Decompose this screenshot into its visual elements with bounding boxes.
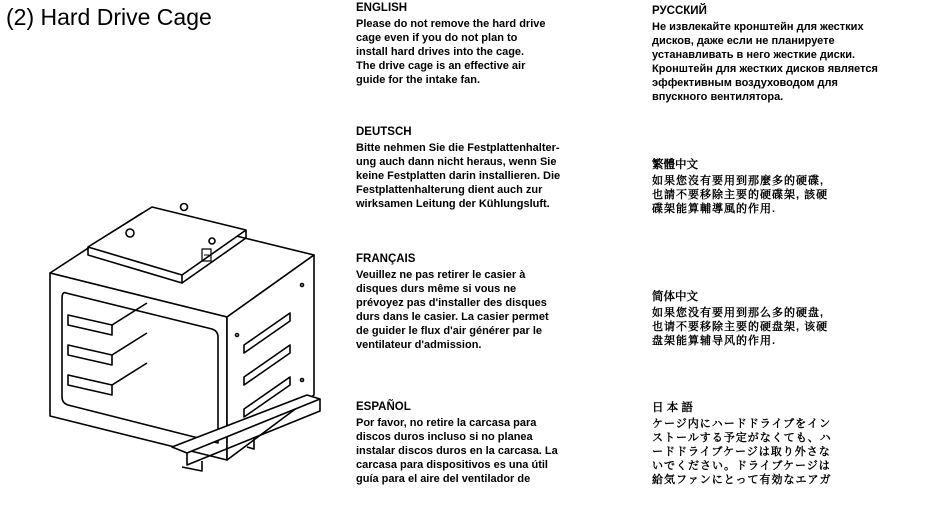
- section-line: The drive cage is an effective air: [356, 60, 526, 72]
- section-heading: ESPAÑOL: [356, 401, 411, 413]
- section-heading: 繁體中文: [652, 159, 698, 171]
- page-title: (2) Hard Drive Cage: [6, 4, 212, 30]
- section-simplified-chinese: [652, 290, 942, 348]
- section-line: guide for the intake fan.: [356, 74, 481, 86]
- section-line: durs dans le casier. La casier permet: [356, 311, 549, 323]
- section-line: 也请不要移除主要的硬盘架, 该硬: [652, 321, 829, 333]
- section-line: 給気ファンにとって有効なエアガ: [652, 474, 832, 486]
- section-line: disques durs même si vous ne: [356, 283, 517, 295]
- section-espanol: [356, 400, 626, 486]
- section-japanese: [652, 401, 942, 487]
- section-line: Кронштейн для жестких дисков является: [652, 63, 878, 75]
- section-line: ケージ内にハードドライブをイン: [652, 418, 832, 430]
- section-heading: ENGLISH: [356, 2, 408, 14]
- section-line: дисков, даже если не планируете: [652, 35, 835, 47]
- section-heading: РУССКИЙ: [652, 5, 707, 17]
- section-line: いでください。ドライブケージは: [652, 460, 831, 472]
- section-line: 盘架能算辅导风的作用.: [652, 335, 777, 347]
- section-line: ードドライブケージは取り外さな: [652, 446, 831, 458]
- section-heading: 简体中文: [652, 291, 698, 303]
- section-line: Bitte nehmen Sie die Festplattenhalter-: [356, 142, 560, 154]
- section-line: install hard drives into the cage.: [356, 46, 525, 58]
- section-line: Veuillez ne pas retirer le casier à: [356, 269, 526, 281]
- section-line: de guider le flux d'air générer par le: [356, 325, 543, 337]
- section-line: guía para el aire del ventilador de: [356, 473, 531, 485]
- section-line: keine Festplatten darin installieren. Die: [356, 170, 561, 182]
- section-english: [356, 1, 626, 87]
- section-line: wirksamen Leitung der Kühlungsluft.: [356, 198, 550, 210]
- section-heading: DEUTSCH: [356, 126, 412, 138]
- section-line: 如果您没有要用到那么多的硬盘,: [652, 307, 825, 319]
- section-line: Please do not remove the hard drive: [356, 18, 546, 30]
- section-line: эффективным воздуховодом для: [652, 77, 838, 89]
- section-line: ventilateur d'admission.: [356, 339, 482, 351]
- section-line: instalar discos duros en la carcasa. La: [356, 445, 558, 457]
- section-line: Не извлекайте кронштейн для жестких: [652, 21, 864, 33]
- section-line: carcasa para dispositivos es una útil: [356, 459, 548, 471]
- section-line: Festplattenhalterung dient auch zur: [356, 184, 543, 196]
- section-line: discos duros incluso si no planea: [356, 431, 533, 443]
- section-line: 如果您沒有要用到那麼多的硬碟,: [652, 175, 825, 187]
- section-line: устанавливать в него жесткие диски.: [652, 49, 856, 61]
- section-line: впускного вентилятора.: [652, 91, 784, 103]
- section-line: Por favor, no retire la carcasa para: [356, 417, 537, 429]
- section-heading: FRANÇAIS: [356, 253, 416, 265]
- section-heading: 日 本 語: [652, 402, 693, 414]
- section-traditional-chinese: [652, 158, 942, 216]
- section-line: cage even if you do not plan to: [356, 32, 518, 44]
- section-francais: [356, 252, 626, 352]
- section-deutsch: [356, 125, 626, 211]
- hard-drive-cage-illustration: [22, 185, 322, 475]
- section-line: 也請不要移除主要的硬碟架, 該硬: [652, 189, 829, 201]
- section-line: 碟架能算輔導風的作用.: [652, 203, 777, 215]
- section-line: ung auch dann nicht heraus, wenn Sie: [356, 156, 557, 168]
- section-line: ストールする予定がなくても、ハ: [652, 432, 832, 444]
- section-russian: [652, 4, 942, 104]
- section-line: prévoyez pas d'installer des disques: [356, 297, 547, 309]
